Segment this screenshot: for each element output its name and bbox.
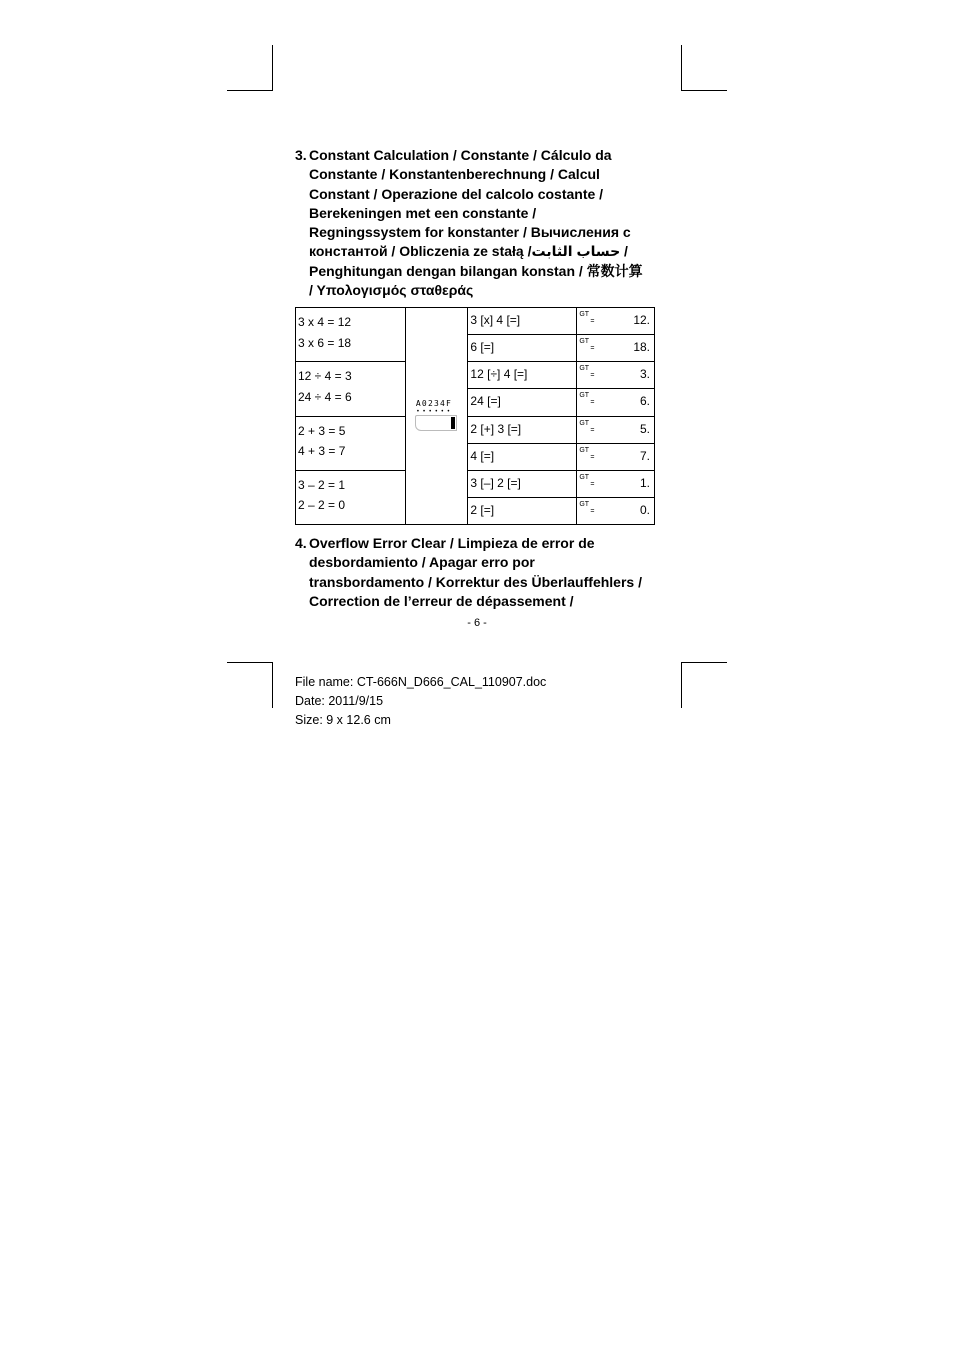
- file-name: File name: CT-666N_D666_CAL_110907.doc: [295, 675, 547, 689]
- equation-cell: [296, 416, 406, 470]
- equation: 3 x 4 = 12: [298, 315, 352, 329]
- table-row: [296, 362, 655, 389]
- section-number: 4.: [295, 535, 307, 551]
- crop-mark: [272, 45, 273, 91]
- display-result: 6.: [606, 389, 654, 416]
- equation: 2 + 3 = 5: [298, 423, 346, 438]
- gt-indicator: GT =: [577, 335, 606, 362]
- display-result: 3.: [606, 362, 654, 389]
- display-result: 5.: [606, 416, 654, 443]
- section-4-heading: [295, 534, 665, 611]
- constant-calculation-table: [295, 307, 655, 525]
- key-sequence: 3 [–] 2 [=]: [468, 470, 577, 497]
- key-sequence: 2 [=]: [468, 497, 577, 524]
- key-sequence: 4 [=]: [468, 443, 577, 470]
- key-sequence: 12 [÷] 4 [=]: [468, 362, 577, 389]
- gt-indicator: GT =: [577, 470, 606, 497]
- heading-line: Constante / Konstantenberechnung / Calcul: [309, 166, 600, 183]
- crop-mark: [272, 662, 273, 708]
- equation: 3 – 2 = 1: [298, 477, 346, 492]
- table-row: [296, 416, 655, 443]
- crop-mark: [681, 662, 682, 708]
- lcd-dots-icon: ••••••: [416, 409, 454, 415]
- equation: 12 ÷ 4 = 3: [298, 369, 352, 384]
- file-info: [295, 673, 546, 730]
- key-sequence: 3 [x] 4 [=]: [468, 308, 577, 335]
- equation: 4 + 3 = 7: [298, 444, 346, 458]
- heading-line: transbordamento / Korrektur des Überlauffehlers /: [309, 573, 642, 590]
- section-title: [309, 146, 665, 300]
- heading-line: Penghitungan dengan bilangan konstan / 常数计算: [309, 262, 643, 279]
- file-date: Date: 2011/9/15: [295, 694, 384, 708]
- equation-cell: [296, 362, 406, 416]
- table-row: [296, 470, 655, 497]
- display-result: 0.: [606, 497, 654, 524]
- heading-line: Correction de l’erreur de dépassement /: [309, 592, 574, 609]
- section-number: 3.: [295, 147, 307, 163]
- gt-indicator: GT =: [577, 362, 606, 389]
- crop-mark: [227, 90, 273, 91]
- key-sequence: 2 [+] 3 [=]: [468, 416, 577, 443]
- crop-mark: [681, 45, 682, 91]
- heading-line: Constant Calculation / Constante / Cálculo da: [309, 147, 612, 163]
- lcd-flags: A0234F: [415, 399, 453, 408]
- heading-line: Regningssystem for konstanter / Вычисления с: [309, 224, 631, 241]
- heading-line: Berekeningen met een constante /: [309, 204, 537, 221]
- equation-cell: [296, 470, 406, 524]
- display-result: 12.: [606, 308, 654, 335]
- lcd-display-cell: [405, 308, 468, 525]
- display-result: 18.: [606, 335, 654, 362]
- heading-line: / Υπολογισμός σταθεράς: [309, 282, 474, 299]
- equation: 24 ÷ 4 = 6: [298, 389, 352, 404]
- lcd-cursor-icon: [451, 417, 455, 429]
- file-size: Size: 9 x 12.6 cm: [295, 713, 391, 727]
- heading-line: Constant / Operazione del calcolo costante /: [309, 185, 604, 202]
- equation: 3 x 6 = 18: [298, 335, 352, 350]
- table-row: [296, 308, 655, 335]
- heading-line: константой / Obliczenia ze stałą /حساب الثابت /: [309, 243, 628, 260]
- page-number: - 6 -: [467, 617, 487, 629]
- section-title: [309, 534, 665, 611]
- key-sequence: 6 [=]: [468, 335, 577, 362]
- section-3-heading: [295, 146, 665, 300]
- display-result: 7.: [606, 443, 654, 470]
- equation-cell: [296, 308, 406, 362]
- gt-indicator: GT =: [577, 308, 606, 335]
- equation: 2 – 2 = 0: [298, 498, 346, 513]
- heading-line: desbordamiento / Apagar erro por: [309, 554, 535, 571]
- gt-indicator: GT =: [577, 389, 606, 416]
- display-result: 1.: [606, 470, 654, 497]
- gt-indicator: GT =: [577, 497, 606, 524]
- gt-indicator: GT =: [577, 416, 606, 443]
- crop-mark: [681, 662, 727, 663]
- gt-indicator: GT =: [577, 443, 606, 470]
- heading-line: Overflow Error Clear / Limpieza de error de: [309, 535, 595, 551]
- crop-mark: [227, 662, 273, 663]
- crop-mark: [681, 90, 727, 91]
- key-sequence: 24 [=]: [468, 389, 577, 416]
